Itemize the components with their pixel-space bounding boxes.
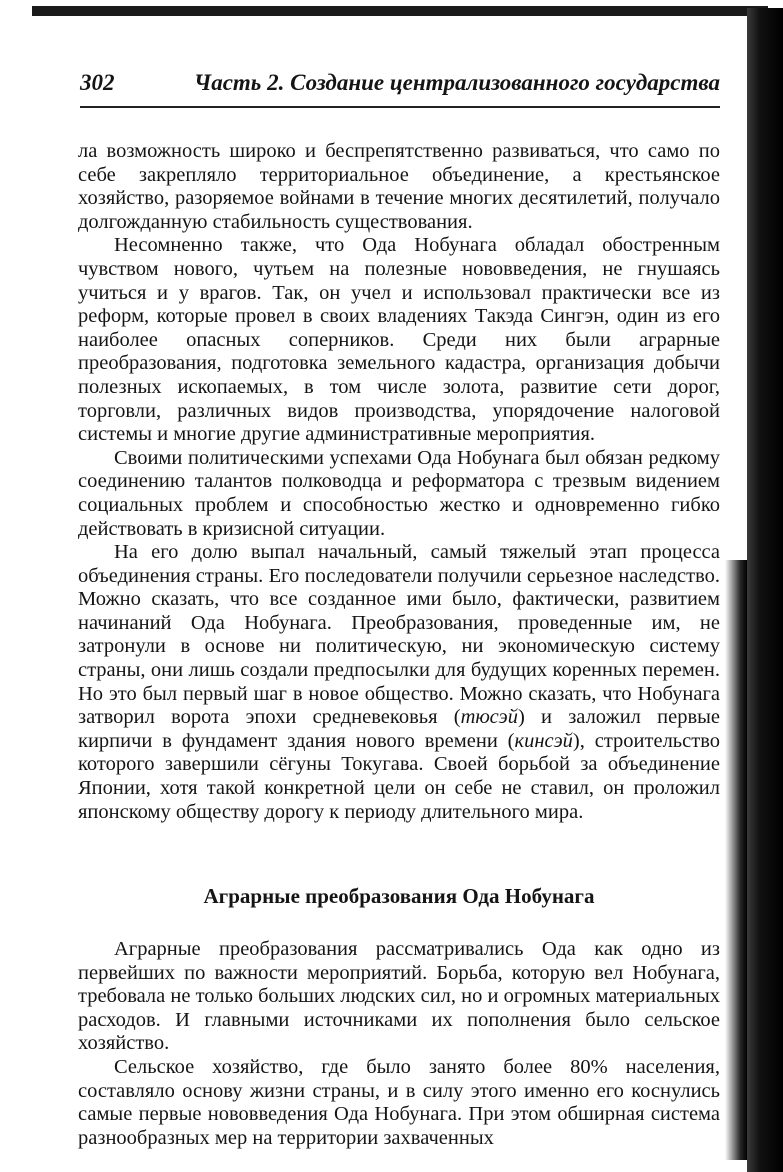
paragraph-text: ), строительство которого завершили сёгуны Токугава. Своей борьбой за объединение Японии, хотя такой конкретной цели он себе не ставил, он проложил японскому обществу дорогу к периоду длительного мира. [78, 729, 720, 823]
paragraph: ла возможность широко и беспрепятственно развиваться, что само по себе закрепляло территориальное объединение, а крестьянское хозяйство, разоряемое войнами в течение многих десятилетий, получало долгожданную стабильность существования. [78, 140, 720, 233]
body-text-bottom [78, 938, 720, 1150]
scan-top-edge [32, 6, 768, 16]
paragraph: Аграрные преобразования рассматривались Ода как одно из первейших по важности мероприятий. Борьба, которую вел Нобунага, требовала не только больших людских сил, но и огромных материальных расходов. И главными источниками их пополнения было сельское хозяйство. [78, 938, 720, 1055]
paragraph-text: ) и заложил первые кирпичи в фундамент здания нового времени ( [78, 706, 720, 752]
paragraph: Сельское хозяйство, где было занято более 80% населения, составляло основу жизни страны, и в силу этого именно его коснулись самые первые нововведения Ода Нобунага. При этом обширная система разнообразных мер на территории захваченных [78, 1055, 720, 1149]
paragraph-text: На его долю выпал начальный, самый тяжелый этап процесса объединения страны. Его последователи получили серьезное наследство. Можно сказать, что все созданное ими было, фактически, развитием начинаний Ода Нобунага. Преобразования, проведенные им, не затронули в основе ни политическую, ни экономическую систему страны, они лишь создали предпосылки для будущих коренных перемен. Но это был первый шаг в новое общество. Можно сказать, что Нобунага затворил ворота эпохи средневековья ( [78, 541, 720, 729]
running-title: Часть 2. Создание централизованного государства [194, 70, 720, 95]
running-header [80, 70, 720, 108]
body-text-top [78, 140, 720, 824]
scan-right-edge-shadow [747, 8, 783, 1172]
paragraph: Несомненно также, что Ода Нобунага обладал обостренным чувством нового, чутьем на полезные нововведения, не гнушаясь учиться и у врагов. Так, он учел и использовал практически все из реформ, которые провел в своих владениях Такэда Сингэн, один из его наиболее опасных соперников. Среди них были аграрные преобразования, подготовка земельного кадастра, организация добычи полезных ископаемых, в том числе золота, развитие сети дорог, торговли, различных видов производства, упорядочение налоговой системы и многие другие административные мероприятия. [78, 234, 720, 446]
term-tyusei: тюсэй [460, 706, 518, 729]
term-kinsei: кинсэй [514, 729, 573, 752]
paragraph: Своими политическими успехами Ода Нобунага был обязан редкому соединению талантов полководца и реформатора с трезвым видением социальных проблем и способностью жестко и одновременно гибко действовать в кризисной ситуации. [78, 446, 720, 540]
page-number: 302 [80, 70, 115, 95]
scan-binding-shadow [725, 560, 747, 1160]
paragraph [78, 541, 720, 824]
section-heading: Аграрные преобразования Ода Нобунага [203, 884, 595, 908]
